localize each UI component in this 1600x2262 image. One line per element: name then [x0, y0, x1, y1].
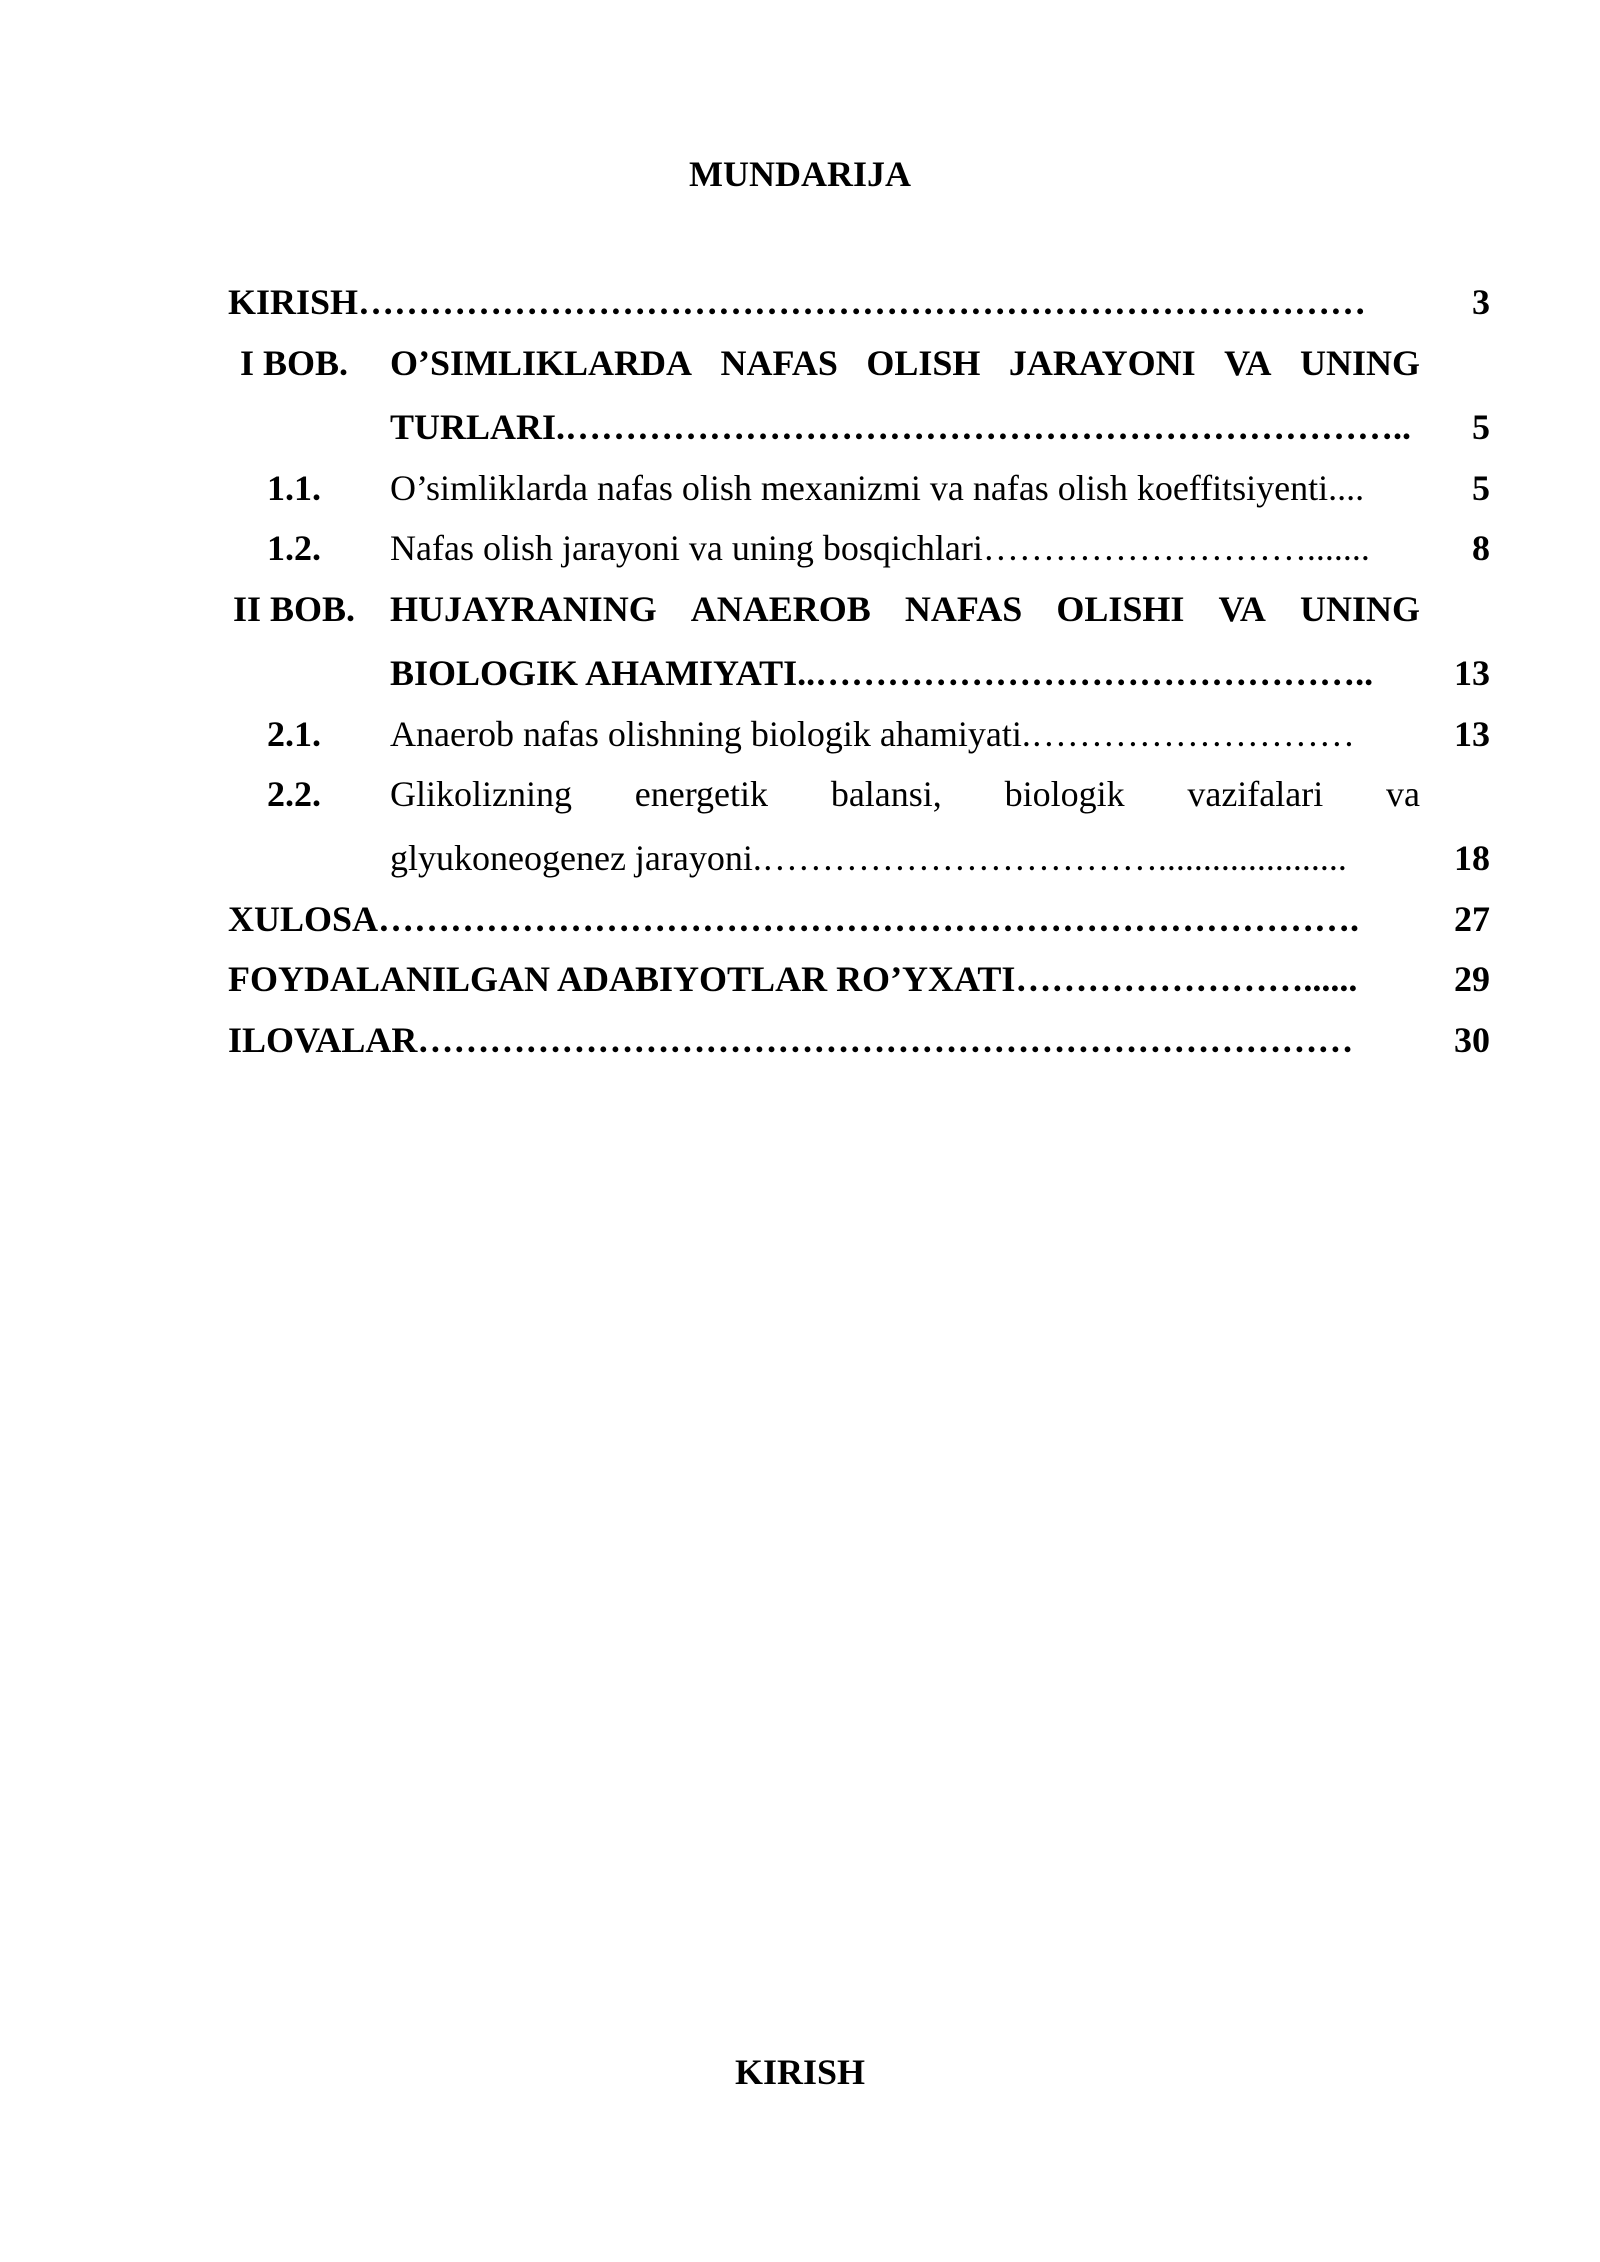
- word: energetik: [634, 774, 769, 814]
- toc-title: MUNDARIJA: [689, 154, 911, 194]
- word: VA: [1218, 589, 1266, 629]
- word: NAFAS: [720, 343, 838, 383]
- toc-section-1-2[interactable]: Nafas olish jarayoni va uning bosqichlari……………………….......: [390, 528, 1370, 568]
- word: biologik: [1004, 774, 1125, 814]
- word: HUJAYRANING: [390, 589, 657, 629]
- word: NAFAS: [904, 589, 1023, 629]
- toc-page-section-1-1: 5: [1472, 468, 1490, 508]
- toc-page-xulosa: 27: [1454, 899, 1490, 939]
- section-heading-kirish: KIRISH: [734, 2052, 866, 2092]
- toc-page-references: 29: [1454, 959, 1490, 999]
- word: O’SIMLIKLARDA: [390, 343, 693, 383]
- toc-entry-xulosa[interactable]: XULOSA……………………………………………………………………….: [228, 899, 1360, 939]
- toc-section-2-1[interactable]: Anaerob nafas olishning biologik ahamiyati.………………………: [390, 714, 1355, 754]
- toc-chapter-2-title-line2[interactable]: BIOLOGIK AHAMIYATI..………………………………………..: [390, 653, 1374, 693]
- toc-entry-references[interactable]: FOYDALANILGAN ADABIYOTLAR RO’YXATI……………………......: [228, 959, 1358, 999]
- toc-section-number-1-1: 1.1.: [267, 468, 321, 508]
- toc-entry-kirish[interactable]: KIRISH…………………………………………………………………………: [228, 282, 1367, 322]
- toc-chapter-1-title-line2[interactable]: TURLARI.……………………………………………………………..: [390, 407, 1412, 447]
- toc-chapter-number-1: I BOB.: [239, 343, 349, 383]
- word: va: [1386, 774, 1420, 814]
- toc-section-1-1[interactable]: O’simliklarda nafas olish mexanizmi va nafas olish koeffitsiyenti....: [390, 468, 1365, 508]
- toc-chapter-2-title-line1[interactable]: [390, 587, 1420, 631]
- word: Glikolizning: [390, 774, 572, 814]
- word: balansi,: [830, 774, 942, 814]
- toc-section-number-1-2: 1.2.: [267, 528, 321, 568]
- word: OLISH: [866, 343, 981, 383]
- toc-page-chapter-1: 5: [1472, 407, 1490, 447]
- toc-page-kirish: 3: [1472, 282, 1490, 322]
- toc-page-section-2-1: 13: [1454, 714, 1490, 754]
- toc-section-number-2-2: 2.2.: [267, 774, 321, 814]
- toc-page-appendices: 30: [1454, 1020, 1490, 1060]
- toc-entry-appendices[interactable]: ILOVALAR……………………………………………………………………: [228, 1020, 1354, 1060]
- word: ANAEROB: [690, 589, 871, 629]
- toc-chapter-1-title-line1[interactable]: [390, 341, 1420, 385]
- toc-section-2-2-line2[interactable]: glyukoneogenez jarayoni.…………………………….....................: [390, 838, 1347, 878]
- word: VA: [1224, 343, 1272, 383]
- table-of-contents: [0, 0, 1600, 1100]
- word: UNING: [1299, 343, 1420, 383]
- word: OLISHI: [1056, 589, 1185, 629]
- toc-page-section-1-2: 8: [1472, 528, 1490, 568]
- toc-section-2-2-line1[interactable]: [390, 772, 1420, 816]
- toc-page-chapter-2: 13: [1454, 653, 1490, 693]
- toc-section-number-2-1: 2.1.: [267, 714, 321, 754]
- word: vazifalari: [1187, 774, 1324, 814]
- toc-page-section-2-2: 18: [1454, 838, 1490, 878]
- word: JARAYONI: [1008, 343, 1196, 383]
- toc-chapter-number-2: II BOB.: [232, 589, 356, 629]
- word: UNING: [1299, 589, 1420, 629]
